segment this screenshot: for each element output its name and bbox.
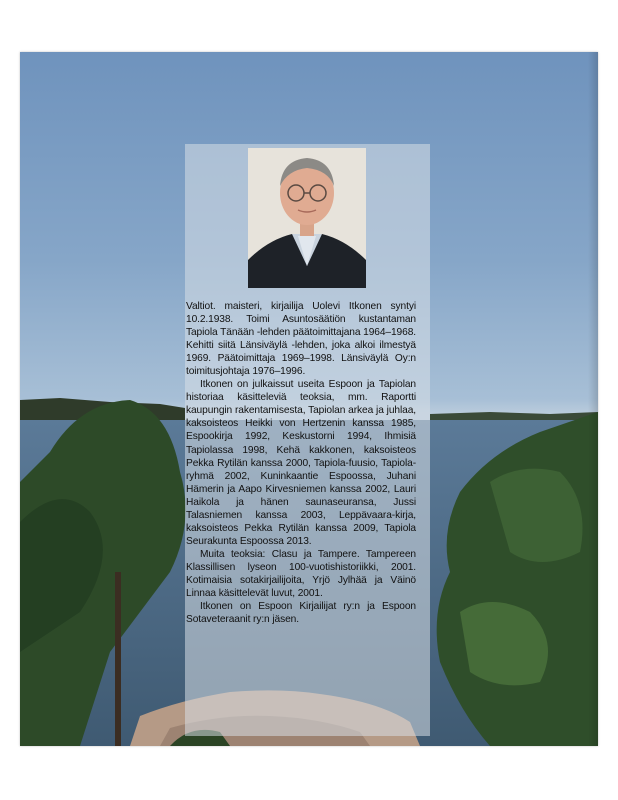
back-cover [20, 52, 598, 746]
bio-paragraph: Muita teoksia: Clasu ja Tampere. Tampereen Klassillisen lyseon 100-vuotishistoriikki, 2001. Kotimaisia sotakirjailijoita, Yrjö Jylhää ja Väinö Linnaa käsittelevät luvut, 2001. [186, 548, 416, 600]
bio-paragraph: Itkonen on Espoon Kirjailijat ry:n ja Espoon Sotaveteraanit ry:n jäsen. [186, 601, 416, 626]
author-photo [248, 148, 366, 288]
bio-paragraph: Itkonen on julkaissut useita Espoon ja Tapiolan historiaa käsitteleviä teoksia, mm. Raportti kaupungin rakentamisesta, Tapiolan arkea ja juhlaa, kaksoisteos Heikki von Hertzenin kanssa 1985, Espookirja 1992, Keskustorni 1994, Ihmisiä Tapiolassa 1998, Kehä kakkonen, kaksoisteos Pekka Rytilän kanssa 2000, Tapiola-fuusio, Tapiola-ryhmä 2002, Kuninkaantie Espoossa, Juhani Hämerin ja Aapo Kirvesniemen kanssa 2002, Lauri Haikola ja hänen saunaseuransa, Jussi Talasniemen kanssa 2003, Leppävaara-kirja, kaksoisteos Pekka Rytilän kanssa 2009, Tapiola Seurakunta Espoossa 2013. [186, 379, 416, 547]
bio-paragraph: Valtiot. maisteri, kirjailija Uolevi Itkonen syntyi 10.2.1938. Toimi Asuntosäätiön kustantaman Tapiola Tänään -lehden päätoimittajana 1964–1968. Kehitti siitä Länsiväylä -lehden, joka alkoi ilmestyä 1969. Päätoimittaja 1969–1998. Länsiväylä Oy:n toimitusjohtaja 1976–1996. [186, 301, 416, 378]
author-bio [186, 300, 416, 626]
author-portrait-icon [248, 148, 366, 288]
spine-shadow [588, 52, 598, 746]
